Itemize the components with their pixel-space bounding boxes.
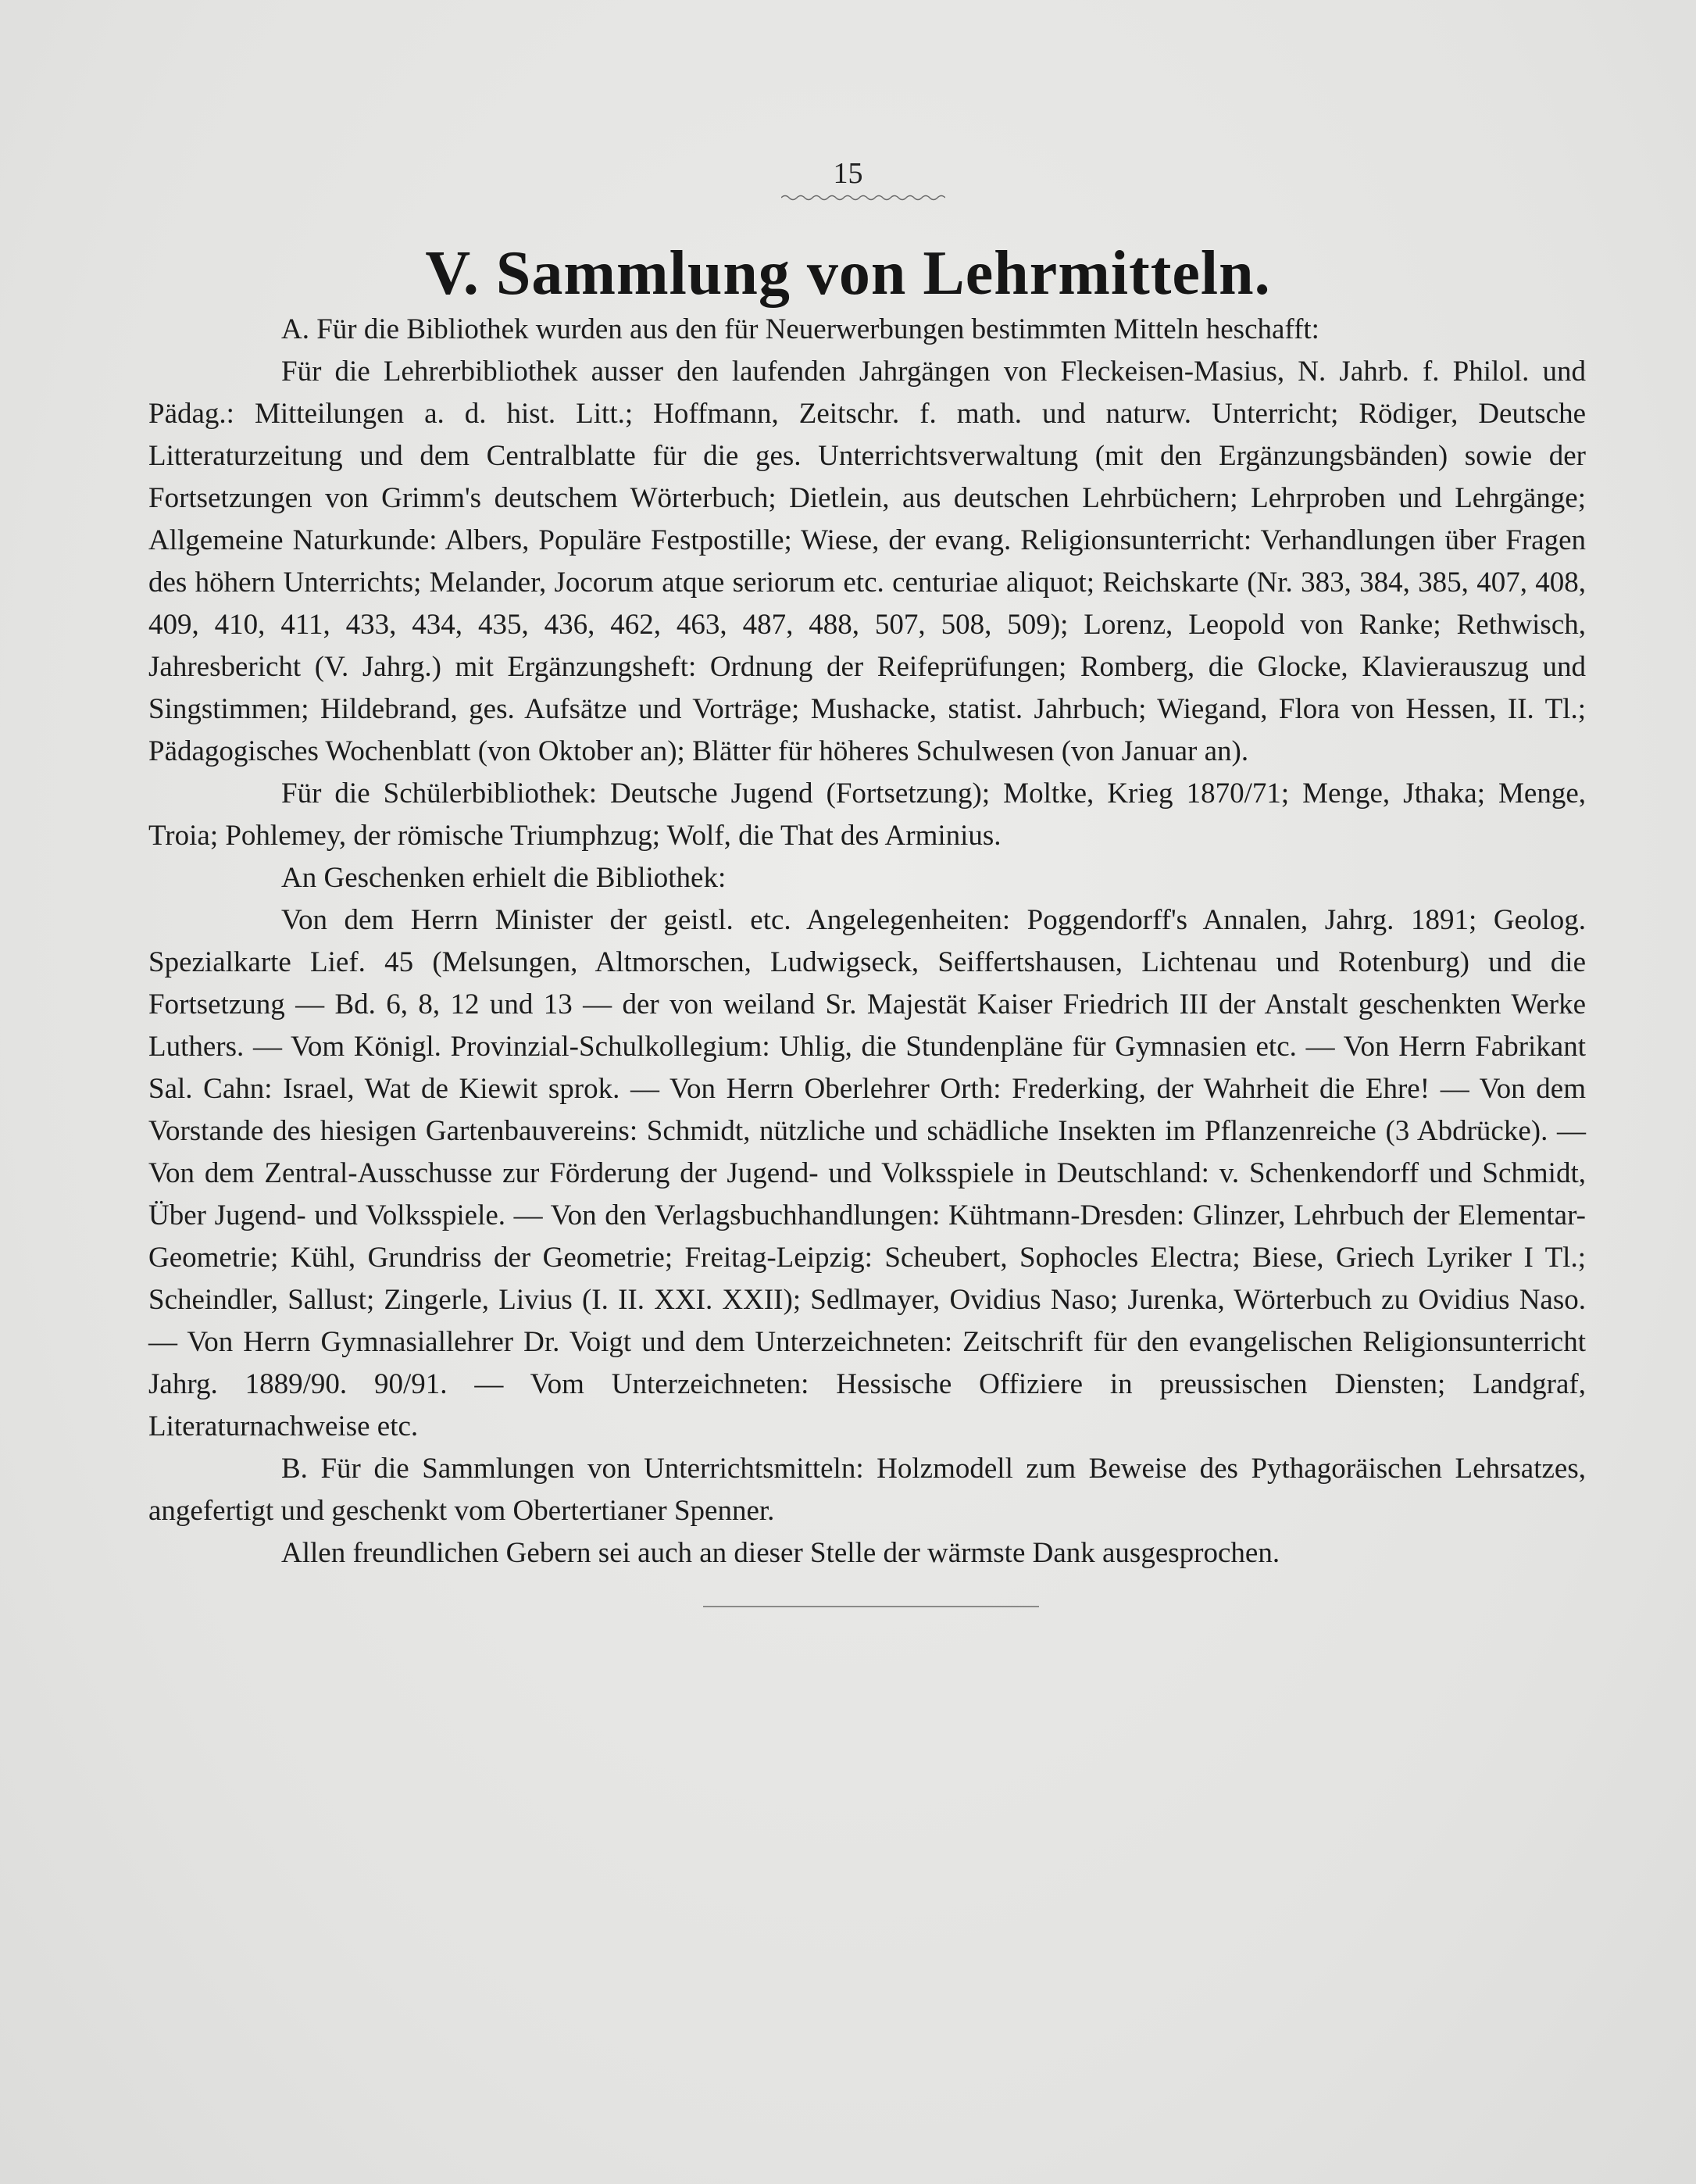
paragraph-gifts-list: Von dem Herrn Minister der geistl. etc. Angelegenheiten: Poggendorff's Annalen, Jahrg. 1891; Geolog. Spezialkarte Lief. 45 (Melsungen, Altmorschen, Ludwigseck, Seiffertshausen, Lichtenau und Rotenburg) und die Fortsetzung — Bd. 6, 8, 12 und 13 — der von weiland Sr. Majestät Kaiser Friedrich III der Anstalt geschenkten Werke Luthers. — Vom Königl. Provinzial-Schulkollegium: Uhlig, die Stundenpläne für Gymnasien etc. — Von Herrn Fabrikant Sal. Cahn: Israel, Wat de Kiewit sprok. — Von Herrn Oberlehrer Orth: Frederking, der Wahrheit die Ehre! — Von dem Vorstande des hiesigen Gartenbauvereins: Schmidt, nützliche und schädliche Insekten im Pflanzenreiche (3 Abdrücke). — Von dem Zentral-Ausschusse zur Förderung der Jugend- und Volksspiele in Deutschland: v. Schenkendorff und Schmidt, Über Jugend- und Volksspiele. — Von den Verlagsbuchhandlungen: Kühtmann-Dresden: Glinzer, Lehrbuch der Elementar-Geometrie; Kühl, Grundriss der Geometrie; Freitag-Leipzig: Scheubert, Sophocles Electra; Biese, Griech Lyriker I Tl.; Scheindler, Sallust; Zingerle, Livius (I. II. XXI. XXII); Sedlmayer, Ovidius Naso; Jurenka, Wörterbuch zu Ovidius Naso. — Von Herrn Gymnasiallehrer Dr. Voigt und dem Unterzeichneten: Zeitschrift für den evangelischen Religionsunterricht Jahrg. 1889/90. 90/91. — Vom Unterzeichneten: Hessische Offiziere in preussischen Diensten; Landgraf, Literaturnachweise etc. [148, 904, 1586, 1442]
wavy-ornament [781, 194, 945, 202]
section-title: V. Sammlung von Lehrmitteln. [425, 239, 1271, 308]
paragraph-teaching-collections: B. Für die Sammlungen von Unterrichtsmitteln: Holzmodell zum Beweise des Pythagoräischen Lehrsatzes, angefertigt und geschenkt vom Obertertianer Spenner. [148, 1453, 1586, 1527]
paragraph-student-library: Für die Schülerbibliothek: Deutsche Jugend (Fortsetzung); Moltke, Krieg 1870/71; Menge, Jthaka; Menge, Troia; Pohlemey, der römische Triumphzug; Wolf, die That des Arminius. [148, 777, 1586, 852]
body-text [148, 309, 1586, 1575]
end-rule [703, 1606, 1039, 1607]
paragraph-thanks: Allen freundlichen Gebern sei auch an dieser Stelle der wärmste Dank ausgesprochen. [281, 1537, 1280, 1569]
paragraph-gifts-heading: An Geschenken erhielt die Bibliothek: [281, 862, 727, 894]
paragraph-teacher-library: Für die Lehrerbibliothek ausser den laufenden Jahrgängen von Fleckeisen-Masius, N. Jahrb. f. Philol. und Pädag.: Mitteilungen a. d. hist. Litt.; Hoffmann, Zeitschr. f. math. und naturw. Unterricht; Rödiger, Deutsche Litteraturzeitung und dem Centralblatte für die ges. Unterrichtsverwaltung (mit den Ergänzungsbänden) sowie der Fortsetzungen von Grimm's deutschem Wörterbuch; Dietlein, aus deutschen Lehrbüchern; Lehrproben und Lehrgänge; Allgemeine Naturkunde: Albers, Populäre Festpostille; Wiese, der evang. Religionsunterricht: Verhandlungen über Fragen des höhern Unterrichts; Melander, Jocorum atque seriorum etc. centuriae aliquot; Reichskarte (Nr. 383, 384, 385, 407, 408, 409, 410, 411, 433, 434, 435, 436, 462, 463, 487, 488, 507, 508, 509); Lorenz, Leopold von Ranke; Rethwisch, Jahresbericht (V. Jahrg.) mit Ergänzungsheft: Ordnung der Reifeprüfungen; Romberg, die Glocke, Klavierauszug und Singstimmen; Hildebrand, ges. Aufsätze und Vorträge; Mushacke, statist. Jahrbuch; Wiegand, Flora von Hessen, II. Tl.; Pädagogisches Wochenblatt (von Oktober an); Blätter für höheres Schulwesen (von Januar an). [148, 356, 1586, 767]
page-number: 15 [833, 157, 863, 190]
paragraph-library-intro: A. Für die Bibliothek wurden aus den für Neuerwerbungen bestimmten Mitteln heschafft: [281, 313, 1319, 345]
